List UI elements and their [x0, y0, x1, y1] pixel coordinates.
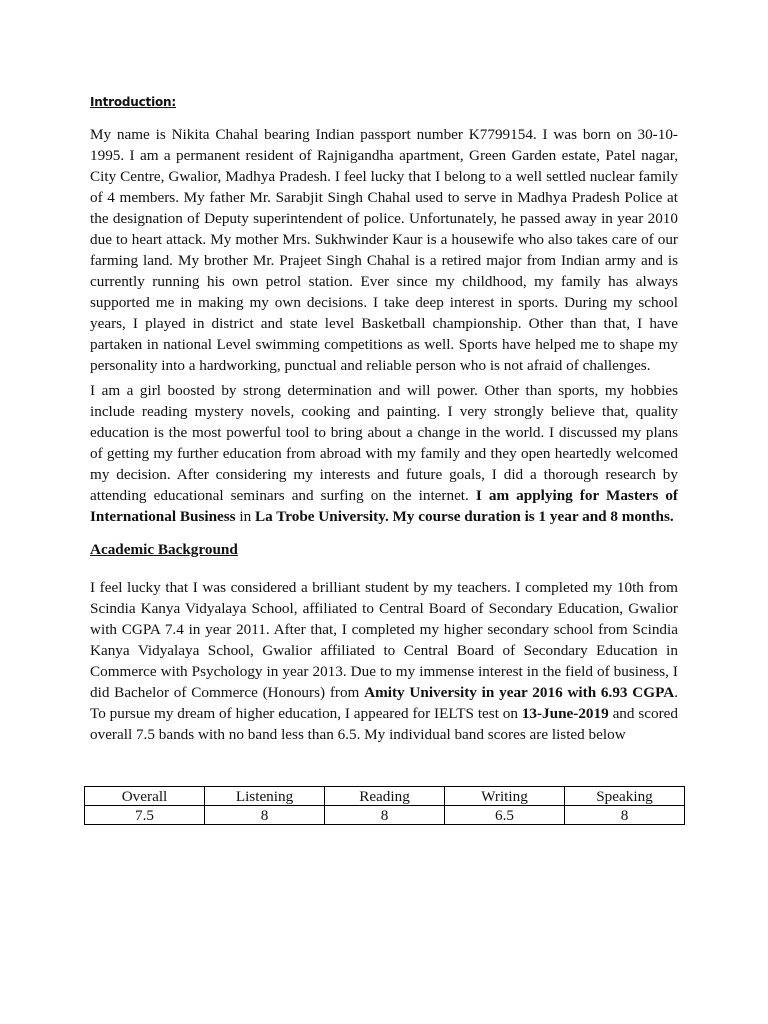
table-row [85, 806, 685, 825]
academic-text-1: I feel lucky that I was considered a brilliant student by my teachers. I completed my 10th from Scindia Kanya Vidyalaya School, affiliated to Central Board of Secondary Education, Gwalior with CGPA 7.4 in year 2011. After that, I completed my higher secondary school from Scindia Kanya Vidyalaya School, Gwalior affiliated to Central Board of Secondary Education in Commerce with Psychology in year 2013. Due to my immense interest in the field of business, I did Bachelor of Commerce (Honours) from [90, 579, 678, 701]
intro-paragraph-1: My name is Nikita Chahal bearing Indian passport number K7799154. I was born on 30-10-1995. I am a permanent resident of Rajnigandha apartment, Green Garden estate, Patel nagar, City Centre, Gwalior, Madhya Pradesh. I feel lucky that I belong to a well settled nuclear family of 4 members. My father Mr. Sarabjit Singh Chahal used to serve in Madhya Pradesh Police at the designation of Deputy superintendent of police. Unfortunately, he passed away in year 2010 due to heart attack. My mother Mrs. Sukhwinder Kaur is a housewife who also takes care of our farming land. My brother Mr. Prajeet Singh Chahal is a retired major from Indian army and is currently running his own petrol station. Ever since my childhood, my family has always supported me in making my own decisions. I take deep interest in sports. During my school years, I played in district and state level Basketball championship. Other than that, I have partaken in national Level swimming competitions as well. Sports have helped me to shape my personality into a hardworking, punctual and reliable person who is not afraid of challenges. [90, 126, 678, 374]
academic-background-heading: Academic Background [90, 541, 238, 558]
ielts-band-table [84, 786, 685, 825]
value-cell-writing: 6.5 [445, 806, 565, 825]
header-cell-listening: Listening [205, 787, 325, 806]
header-cell-speaking: Speaking [565, 787, 685, 806]
intro-p2-connector: in [235, 508, 256, 525]
header-cell-overall: Overall [85, 787, 205, 806]
intro-paragraph-2 [90, 380, 678, 527]
intro-p2-text: I am a girl boosted by strong determination and will power. Other than sports, my hobbies include reading mystery novels, cooking and painting. I very strongly believe that, quality education is the most powerful tool to bring about a change in the world. I discussed my plans of getting my further education from abroad with my family and they open heartedly welcomed my decision. After considering my interests and future goals, I did a thorough research by attending educational seminars and surfing on the internet. [90, 382, 678, 504]
degree-statement: Amity University in year 2016 with 6.93 CGPA [364, 684, 675, 701]
table-header-row [85, 787, 685, 806]
course-statement: I am applying for Masters of International Business [90, 487, 678, 525]
value-cell-reading: 8 [325, 806, 445, 825]
value-cell-overall: 7.5 [85, 806, 205, 825]
academic-paragraph [90, 577, 678, 745]
value-cell-speaking: 8 [565, 806, 685, 825]
ielts-date: 13-June-2019 [521, 705, 609, 722]
university-statement: La Trobe University. My course duration is 1 year and 8 months. [255, 508, 674, 525]
header-cell-writing: Writing [445, 787, 565, 806]
academic-text-3: and scored overall 7.5 bands with no band less than 6.5. My individual band scores are listed below [90, 705, 678, 743]
header-cell-reading: Reading [325, 787, 445, 806]
introduction-heading: Introduction: [90, 95, 176, 109]
academic-text-2: . To pursue my dream of higher education, I appeared for IELTS test on [90, 684, 678, 722]
value-cell-listening: 8 [205, 806, 325, 825]
